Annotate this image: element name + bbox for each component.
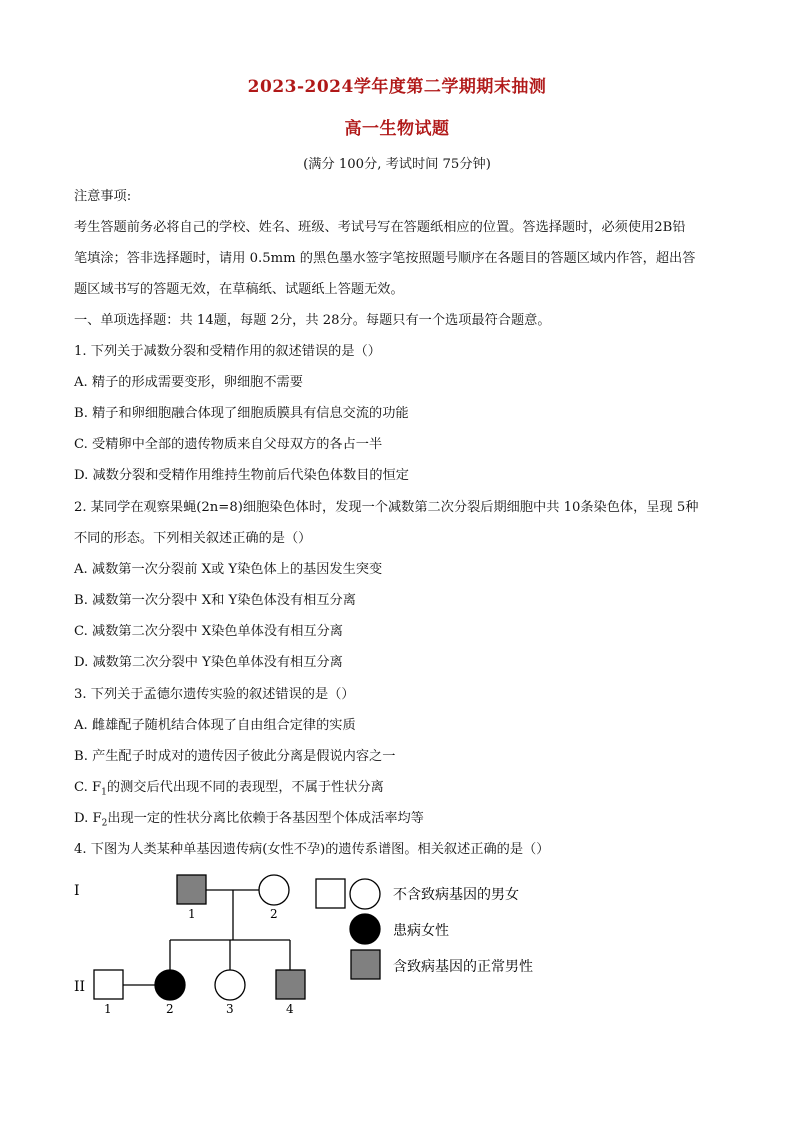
legend-label: 患病女性 bbox=[393, 923, 449, 939]
option-a: A. 雌雄配子随机结合体现了自由组合定律的实质 bbox=[74, 718, 356, 733]
individual-number: 2 bbox=[166, 1002, 174, 1016]
section-heading: 一、单项选择题：共 14题，每题 2分，共 28分。每题只有一个选项最符合题意。 bbox=[74, 313, 551, 328]
option-c-prefix: C. F bbox=[74, 780, 102, 795]
legend-carrier-male-symbol bbox=[351, 950, 380, 979]
option-c bbox=[74, 776, 384, 798]
affected-female-symbol bbox=[155, 970, 185, 1000]
pedigree-chart bbox=[0, 865, 794, 1025]
option-a: A. 精子的形成需要变形，卵细胞不需要 bbox=[74, 375, 303, 390]
option-b: B. 精子和卵细胞融合体现了细胞质膜具有信息交流的功能 bbox=[74, 406, 409, 421]
option-d: D. 减数第二次分裂中 Y染色单体没有相互分离 bbox=[74, 655, 343, 670]
question-stem: 4. 下图为人类某种单基因遗传病(女性不孕)的遗传系谱图。相关叙述正确的是（） bbox=[74, 842, 550, 857]
legend-label: 不含致病基因的男女 bbox=[393, 887, 519, 903]
notes-line: 考生答题前务必将自己的学校、姓名、班级、考试号写在答题纸相应的位置。答选择题时，必须使用2B铅 bbox=[74, 220, 686, 235]
subscript: 1 bbox=[101, 787, 107, 798]
option-c-text: 的测交后代出现不同的表现型，不属于性状分离 bbox=[106, 780, 384, 795]
individual-number: 1 bbox=[104, 1002, 112, 1016]
option-c: C. 受精卵中全部的遗传物质来自父母双方的各占一半 bbox=[74, 437, 383, 452]
option-d-prefix: D. F bbox=[74, 811, 102, 826]
option-a: A. 减数第一次分裂前 X或 Y染色体上的基因发生突变 bbox=[74, 562, 383, 577]
exam-info: (满分 100分, 考试时间 75分钟) bbox=[303, 157, 491, 172]
normal-female-symbol bbox=[215, 970, 245, 1000]
individual-number: 3 bbox=[226, 1002, 234, 1016]
individual-number: 1 bbox=[188, 907, 196, 921]
option-d-text: 出现一定的性状分离比依赖于各基因型个体成活率均等 bbox=[107, 811, 424, 826]
question-stem: 1. 下列关于减数分裂和受精作用的叙述错误的是（） bbox=[74, 344, 381, 359]
legend-label: 含致病基因的正常男性 bbox=[393, 959, 533, 975]
notes-line: 笔填涂；答非选择题时，请用 0.5mm 的黑色墨水签字笔按照题号顺序在各题目的答题区域内作答，超出答 bbox=[74, 251, 696, 266]
generation-label: II bbox=[74, 979, 86, 995]
normal-male-symbol bbox=[94, 970, 123, 999]
notes-line: 题区域书写的答题无效，在草稿纸、试题纸上答题无效。 bbox=[74, 282, 404, 297]
exam-title: 2023-2024学年度第二学期期末抽测 bbox=[247, 77, 547, 97]
option-d: D. 减数分裂和受精作用维持生物前后代染色体数目的恒定 bbox=[74, 468, 409, 483]
question-stem: 3. 下列关于孟德尔遗传实验的叙述错误的是（） bbox=[74, 687, 355, 702]
legend-normal-male-symbol bbox=[316, 879, 345, 908]
option-b: B. 产生配子时成对的遗传因子彼此分离是假说内容之一 bbox=[74, 749, 396, 764]
option-b: B. 减数第一次分裂中 X和 Y染色体没有相互分离 bbox=[74, 593, 356, 608]
question-stem: 2. 某同学在观察果蝇(2n=8)细胞染色体时，发现一个减数第二次分裂后期细胞中共 10条染色体，呈现 5种 bbox=[74, 500, 699, 515]
notes-heading: 注意事项: bbox=[74, 189, 132, 204]
normal-female-symbol bbox=[259, 875, 289, 905]
option-c: C. 减数第二次分裂中 X染色单体没有相互分离 bbox=[74, 624, 343, 639]
question-stem-cont: 不同的形态。下列相关叙述正确的是（） bbox=[74, 531, 312, 546]
exam-subtitle: 高一生物试题 bbox=[344, 119, 450, 139]
generation-label: I bbox=[74, 883, 80, 899]
carrier-male-symbol bbox=[177, 875, 206, 904]
individual-number: 2 bbox=[270, 907, 278, 921]
legend-affected-female-symbol bbox=[350, 914, 380, 944]
individual-number: 4 bbox=[286, 1002, 294, 1016]
carrier-male-symbol bbox=[276, 970, 305, 999]
legend-normal-female-symbol bbox=[350, 879, 380, 909]
option-d bbox=[74, 807, 424, 829]
subscript: 2 bbox=[101, 818, 108, 829]
